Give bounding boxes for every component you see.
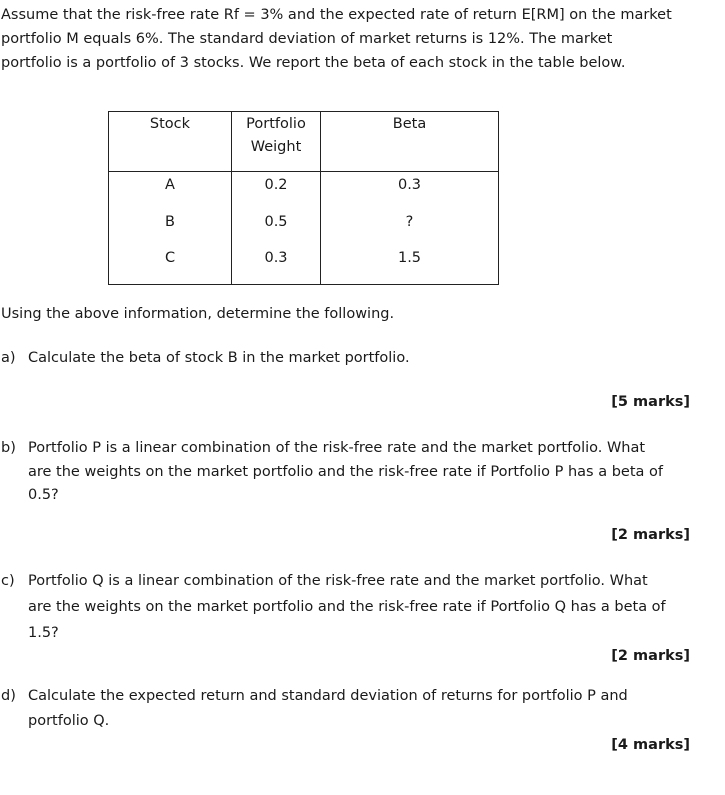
question-text: Portfolio P is a linear combination of the risk-free rate and the market portfolio. What are the weights on the market portfolio and the risk-free rate if Portfolio P has a beta of 0.5? [28, 440, 663, 503]
header-portfolio-weight: Portfolio Weight [232, 112, 321, 172]
question-letter: a) [1, 350, 16, 366]
question-letter: b) [1, 440, 16, 456]
question-text: Portfolio Q is a linear combination of the risk-free rate and the market portfolio. What are the weights on the market portfolio and the risk-free rate if Portfolio Q has a beta of 1.5? [28, 573, 666, 641]
beta-cell: 0.3 [397, 177, 422, 193]
beta-cell: ? [405, 213, 414, 230]
weight-cell: 0.5 [264, 213, 288, 230]
table-header-row [109, 112, 499, 172]
stock-column [109, 172, 232, 285]
intro-line: portfolio M equals 6%. The standard deviation of market returns is 12%. The market [1, 31, 613, 47]
beta-column [321, 172, 499, 285]
intro-line: portfolio is a portfolio of 3 stocks. We report the beta of each stock in the table below. [1, 55, 626, 71]
question-letter: d) [1, 688, 16, 704]
question-letter: c) [1, 573, 15, 589]
marks-label: [2 marks] [611, 527, 690, 543]
marks-label: [5 marks] [611, 394, 690, 410]
stock-cell: B [165, 213, 175, 230]
table-body-row [109, 172, 499, 285]
question-d [1, 684, 701, 734]
intro-paragraph [1, 3, 716, 75]
question-text: Calculate the expected return and standard deviation of returns for portfolio P and portfolio Q. [28, 688, 628, 729]
weight-cell: 0.3 [264, 250, 288, 266]
instruction-text: Using the above information, determine the following. [1, 306, 395, 322]
marks-label: [2 marks] [611, 648, 690, 664]
stock-cell: C [164, 250, 176, 266]
question-b [1, 437, 701, 509]
header-stock: Stock [109, 112, 232, 172]
stock-beta-table [108, 111, 499, 285]
beta-cell: 1.5 [397, 250, 422, 266]
stock-cell: A [165, 177, 175, 193]
weight-cell: 0.2 [264, 177, 288, 193]
header-beta: Beta [321, 112, 499, 172]
intro-line: Assume that the risk-free rate Rf = 3% and the expected rate of return E[RM] on the market [1, 7, 672, 23]
weight-column [232, 172, 321, 285]
marks-label: [4 marks] [611, 737, 690, 753]
question-text: Calculate the beta of stock B in the market portfolio. [28, 350, 410, 366]
question-a [1, 350, 701, 374]
question-c [1, 568, 701, 644]
